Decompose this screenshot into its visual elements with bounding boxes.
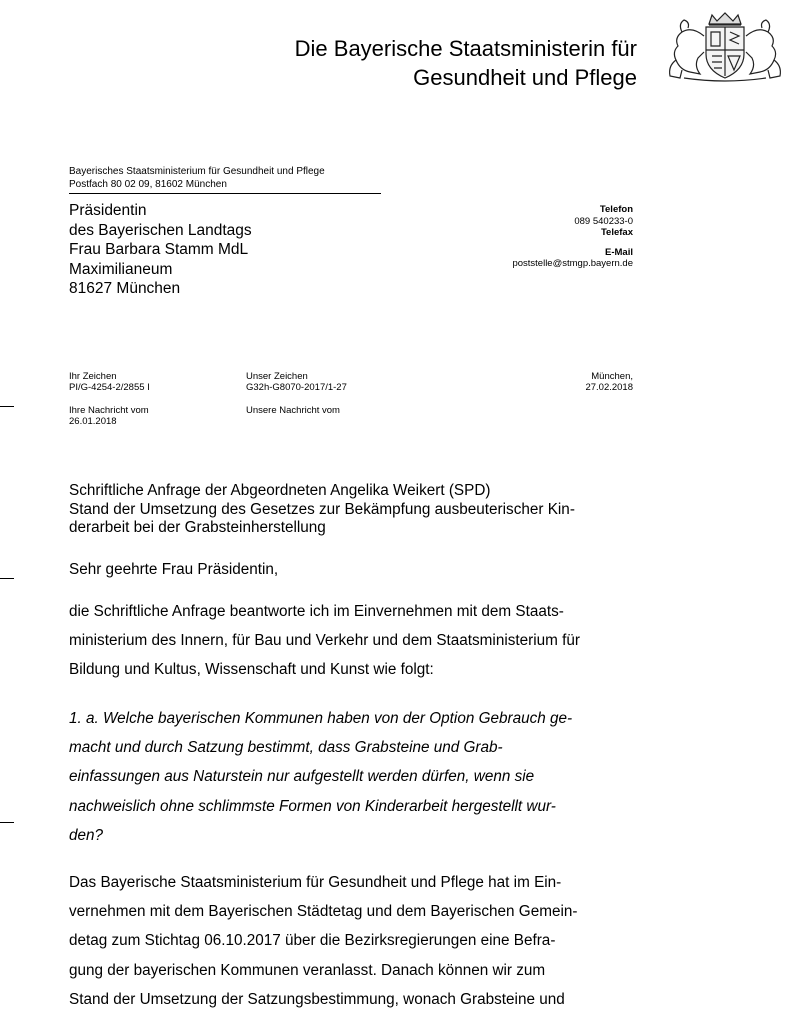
recipient-line: 81627 München (69, 280, 181, 297)
text-line: ministerium des Innern, für Bau und Verkehr und dem Staatsministerium für (69, 632, 580, 650)
your-message-date: 26.01.2018 (69, 416, 117, 427)
text-line: 1. a. Welche bayerischen Kommunen haben von der Option Gebrauch ge- (69, 710, 573, 727)
subject-line: Schriftliche Anfrage der Abgeordneten Angelika Weikert (SPD) (69, 482, 491, 499)
our-message (246, 405, 340, 416)
text-line: einfassungen aus Naturstein nur aufgestellt werden dürfen, wenn sie (69, 768, 535, 786)
recipient-line: Präsidentin (69, 202, 147, 219)
question-paragraph (69, 704, 669, 850)
letterhead-title-line-2: Gesundheit und Pflege (413, 65, 637, 90)
your-reference (69, 371, 150, 393)
subject (69, 482, 669, 538)
subject-line: derarbeit bei der Grabsteinherstellung (69, 519, 326, 536)
email-label: E-Mail (605, 246, 633, 258)
phone-label: Telefon (599, 204, 633, 215)
our-reference-value: G32h-G8070-2017/1-27 (246, 382, 347, 393)
fold-mark (0, 578, 14, 579)
your-reference-value: PI/G-4254-2/2855 I (69, 382, 150, 393)
text-line: macht und durch Satzung bestimmt, dass Grabsteine und Grab- (69, 739, 503, 757)
recipient-line: Maximilianeum (69, 260, 173, 278)
letter-date (585, 371, 633, 393)
sender-line-2: Postfach 80 02 09, 81602 München (69, 179, 227, 190)
fax-label: Telefax (600, 227, 633, 238)
fold-mark (0, 406, 14, 407)
recipient-line: Frau Barbara Stamm MdL (69, 241, 249, 258)
text-line: detag zum Stichtag 06.10.2017 über die Bezirksregierungen eine Befra- (69, 932, 556, 950)
text-line: gung der bayerischen Kommunen veranlasst. Danach können wir zum (69, 961, 546, 979)
phone-number: 089 540233-0 (574, 215, 633, 227)
our-reference-label: Unser Zeichen (246, 371, 308, 382)
text-line: nachweislich ohne schlimmste Formen von Kinderarbeit hergestellt wur- (69, 797, 556, 815)
contact-info (512, 204, 633, 270)
fold-mark (0, 822, 14, 823)
intro-paragraph (69, 597, 669, 685)
recipient-address (69, 201, 252, 299)
text-line: Das Bayerische Staatsministerium für Gesundheit und Pflege hat im Ein- (69, 874, 562, 891)
letterhead-title-line-1: Die Bayerische Staatsministerin für (294, 36, 637, 61)
our-message-label: Unsere Nachricht vom (246, 405, 340, 416)
bavarian-coat-of-arms-icon (664, 12, 786, 82)
answer-paragraph (69, 868, 669, 1014)
text-line: Stand der Umsetzung der Satzungsbestimmung, wonach Grabsteine und (69, 990, 565, 1008)
text-line: den? (69, 826, 104, 844)
sender-address (69, 165, 381, 194)
your-message-label: Ihre Nachricht vom (69, 405, 149, 416)
letter-date-value: 27.02.2018 (585, 382, 633, 393)
text-line: vernehmen mit dem Bayerischen Städtetag und dem Bayerischen Gemein- (69, 903, 578, 921)
sender-line-1: Bayerisches Staatsministerium für Gesundheit und Pflege (69, 166, 325, 177)
subject-line: Stand der Umsetzung des Gesetzes zur Bekämpfung ausbeuterischer Kin- (69, 500, 575, 518)
recipient-line: des Bayerischen Landtags (69, 221, 252, 239)
text-line: die Schriftliche Anfrage beantworte ich im Einvernehmen mit dem Staats- (69, 603, 564, 620)
your-reference-label: Ihr Zeichen (69, 371, 117, 382)
letter-place: München, (591, 371, 633, 382)
salutation: Sehr geehrte Frau Präsidentin, (69, 561, 279, 578)
our-reference (246, 371, 347, 393)
email-address: poststelle@stmgp.bayern.de (512, 258, 633, 269)
text-line: Bildung und Kultus, Wissenschaft und Kunst wie folgt: (69, 661, 434, 679)
your-message (69, 405, 149, 427)
letterhead-title (295, 34, 637, 92)
